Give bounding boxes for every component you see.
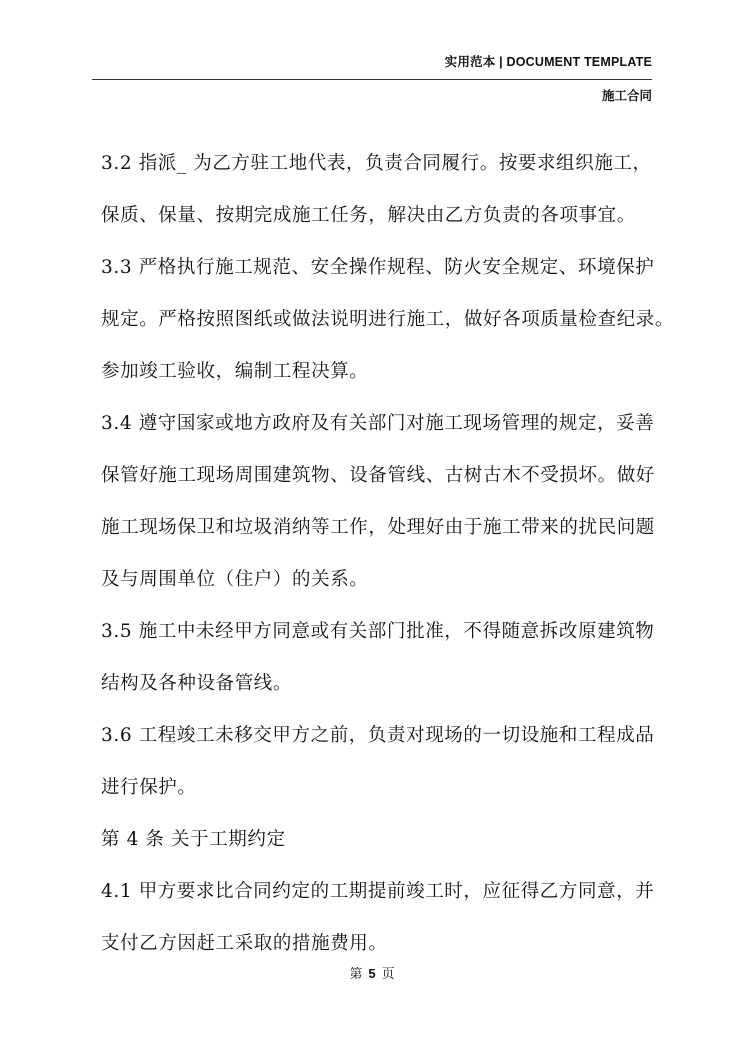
header-divider xyxy=(92,79,652,80)
body-line: 保质、保量、按期完成施工任务，解决由乙方负责的各项事宜。 xyxy=(101,205,636,226)
body-line: 参加竣工验收，编制工程决算。 xyxy=(101,361,369,382)
body-line: 3.3 严格执行施工规范、安全操作规程、防火安全规定、环境保护 xyxy=(101,257,655,278)
body-line: 支付乙方因赶工采取的措施费用。 xyxy=(101,933,388,954)
page-label-suffix: 页 xyxy=(381,967,395,982)
body-line: 及与周围单位（住户）的关系。 xyxy=(101,569,369,590)
body-line: 3.6 工程竣工未移交甲方之前，负责对现场的一切设施和工程成品 xyxy=(101,725,655,746)
body-line: 3.2 指派_ 为乙方驻工地代表，负责合同履行。按要求组织施工， xyxy=(101,153,652,174)
body-line: 进行保护。 xyxy=(101,777,197,798)
document-header-subtitle: 施工合同 xyxy=(601,89,652,103)
page-footer xyxy=(0,963,744,982)
body-line: 结构及各种设备管线。 xyxy=(101,673,293,694)
body-line: 规定。严格按照图纸或做法说明进行施工，做好各项质量检查纪录。 xyxy=(101,309,675,330)
document-body xyxy=(101,138,675,970)
body-line: 保管好施工现场周围建筑物、设备管线、古树古木不受损坏。做好 xyxy=(101,465,655,486)
body-line: 3.5 施工中未经甲方同意或有关部门批准，不得随意拆改原建筑物 xyxy=(101,621,655,642)
section-heading: 第 4 条 关于工期约定 xyxy=(101,829,286,850)
page-label-prefix: 第 xyxy=(349,967,363,982)
body-line: 施工现场保卫和垃圾消纳等工作，处理好由于施工带来的扰民问题 xyxy=(101,517,655,538)
page-number: 5 xyxy=(368,966,376,981)
body-line: 3.4 遵守国家或地方政府及有关部门对施工现场管理的规定，妥善 xyxy=(101,413,655,434)
body-line: 4.1 甲方要求比合同约定的工期提前竣工时，应征得乙方同意，并 xyxy=(101,881,655,902)
document-header-title: 实用范本 | DOCUMENT TEMPLATE xyxy=(444,55,652,69)
